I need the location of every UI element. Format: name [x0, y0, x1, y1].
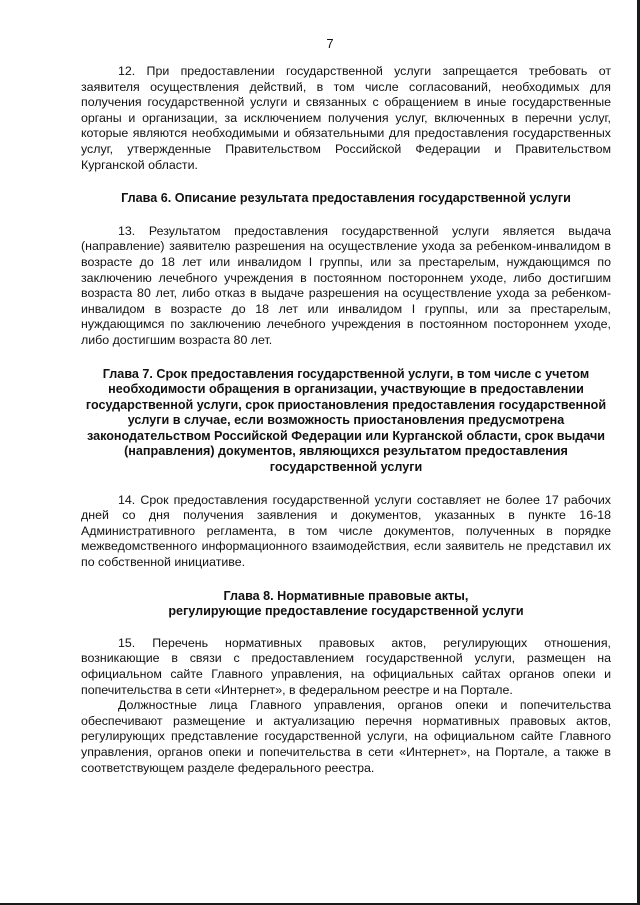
chapter-8-heading-line: Глава 8. Нормативные правовые акты,	[223, 588, 469, 603]
document-body	[81, 64, 611, 776]
chapter-8-heading	[81, 589, 611, 620]
chapter-7-heading-line: необходимости обращения в организации, участвующие в предоставлении	[108, 382, 584, 397]
chapter-7-heading-line: (направления) документов, являющихся результатом предоставления	[124, 444, 568, 459]
chapter-7-heading	[81, 367, 611, 476]
chapter-7-heading-line: услуги в случае, если возможность приостановления предусмотрена	[127, 413, 565, 428]
chapter-6-heading: Глава 6. Описание результата предоставления государственной услуги	[121, 191, 571, 206]
chapter-7-heading-line: законодательством Российской Федерации или Курганской области, срок выдачи	[86, 428, 606, 443]
chapter-8-heading-line: регулирующие предоставление государственной услуги	[168, 604, 524, 619]
paragraph-15: 15. Перечень нормативных правовых актов, регулирующих отношения, возникающие в связи с предоставлением государственной услуги, размещен на официальном сайте Главного управления, на официальных сайтах органов опеки и попечительства в сети «Интернет», в федеральном реестре и на Портале.	[81, 635, 611, 697]
paragraph-12: 12. При предоставлении государственной услуги запрещается требовать от заявителя осуществления действий, в том числе согласований, необходимых для получения государственной услуги и связанных с обращением в иные государственные органы и организации, за исключением получения услуг, включенных в перечни услуг, которые являются необходимыми и обязательными для предоставления государственных услуг, утвержденные Правительством Российской Федерации и Правительством Курганской области.	[81, 64, 611, 172]
chapter-7-heading-line: государственной услуги, срок приостановления предоставления государственной	[85, 397, 607, 412]
paragraph-15-continued: Должностные лица Главного управления, органов опеки и попечительства обеспечивают размещение и актуализацию перечня нормативных правовых актов, регулирующих представление государственной услуги, на официальном сайте Главного управления, органов опеки и попечительства в сети «Интернет», на Портале, а также в соответствующем разделе федерального реестра.	[81, 698, 611, 775]
chapter-7-heading-line: Глава 7. Срок предоставления государственной услуги, в том числе с учетом	[102, 366, 590, 381]
paragraph-13: 13. Результатом предоставления государственной услуги является выдача (направление) заявителю разрешения на осуществление ухода за ребенком-инвалидом в возрасте до 18 лет или инвалидом I группы, или за престарелым, нуждающимся по заключению лечебного учреждения в постоянном постороннем уходе, либо достигшим возраста 80 лет, либо отказ в выдаче разрешения на осуществление ухода за ребенком-инвалидом в возрасте до 18 лет или инвалидом I группы, или за престарелым, нуждающимся по заключению лечебного учреждения в постоянном постороннем уходе, либо достигшим возраста 80 лет.	[81, 223, 611, 347]
chapter-7-heading-line: государственной услуги	[269, 460, 423, 475]
paragraph-14: 14. Срок предоставления государственной услуги составляет не более 17 рабочих дней со дня получения заявления и документов, указанных в пункте 16-18 Административного регламента, в том числе документов, полученных в порядке межведомственного информационного взаимодействия, если заявитель не представил их по собственной инициативе.	[81, 492, 611, 570]
page-number: 7	[326, 36, 334, 51]
